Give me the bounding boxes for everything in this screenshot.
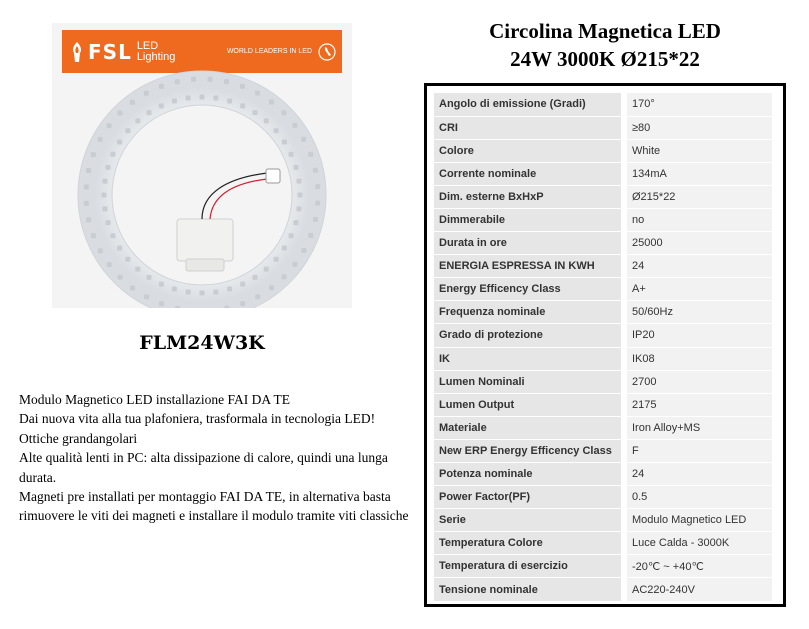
spec-row <box>434 486 772 509</box>
led-chip <box>200 95 205 100</box>
spec-key: Grado di protezione <box>434 324 624 347</box>
led-chip <box>313 217 318 222</box>
spec-value: ≥80 <box>624 116 772 139</box>
led-chip <box>301 137 306 142</box>
led-chip <box>117 246 122 251</box>
led-chip <box>269 100 274 105</box>
led-chip <box>159 103 164 108</box>
spec-key: Temperatura di esercizio <box>434 555 624 578</box>
spec-key: Potenza nominale <box>434 463 624 486</box>
spec-value: IK08 <box>624 347 772 370</box>
led-chip <box>213 290 218 295</box>
product-title-line2: 24W 3000K Ø215*22 <box>510 47 700 71</box>
spec-value: Iron Alloy+MS <box>624 416 772 439</box>
led-chip <box>269 285 274 290</box>
spec-row <box>434 532 772 555</box>
spec-row <box>434 578 772 601</box>
spec-key: Dimmerabile <box>434 208 624 231</box>
product-description <box>19 390 409 526</box>
spec-key: Materiale <box>434 416 624 439</box>
spec-value: 170° <box>624 93 772 116</box>
led-chip <box>224 306 229 308</box>
spec-key: Power Factor(PF) <box>434 486 624 509</box>
spec-row <box>434 370 772 393</box>
led-chip <box>159 84 164 89</box>
led-chip <box>172 287 177 292</box>
led-chip <box>297 179 302 184</box>
led-chip <box>106 220 111 225</box>
product-title-line1: Circolina Magnetica LED <box>489 19 721 43</box>
description-line: Dai nuova vita alla tua plafoniera, trasformala in tecnologia LED! <box>19 411 376 427</box>
led-chip <box>102 193 107 198</box>
spec-key: CRI <box>434 116 624 139</box>
led-chip <box>282 274 287 279</box>
led-chip <box>118 275 123 280</box>
led-chip <box>144 91 149 96</box>
led-chip <box>103 206 108 211</box>
led-chip <box>130 100 135 105</box>
led-chip <box>117 111 122 116</box>
led-chip <box>144 294 149 299</box>
spec-table-body <box>434 93 772 601</box>
led-chip <box>107 123 112 128</box>
spec-row <box>434 116 772 139</box>
spec-value: Modulo Magnetico LED <box>624 509 772 532</box>
description-line: Ottiche grandangolari <box>19 430 138 446</box>
brand-slogan: WORLD LEADERS IN LED <box>226 48 312 55</box>
led-chip <box>281 110 286 115</box>
led-chip <box>107 262 112 267</box>
led-chip <box>298 193 303 198</box>
spec-value: 134mA <box>624 162 772 185</box>
led-chip <box>227 99 232 104</box>
led-chip <box>208 77 213 82</box>
led-chip <box>191 77 196 82</box>
product-image <box>52 23 352 308</box>
led-ring-module <box>52 23 352 308</box>
led-chip <box>240 282 245 287</box>
spec-row <box>434 393 772 416</box>
spec-key: Angolo di emissione (Gradi) <box>434 93 624 116</box>
spec-key: Tensione nominale <box>434 578 624 601</box>
spec-row <box>434 278 772 301</box>
spec-row <box>434 255 772 278</box>
led-chip <box>106 165 111 170</box>
led-chip <box>264 118 269 123</box>
spec-row <box>434 301 772 324</box>
led-chip <box>213 96 218 101</box>
spec-key: Corrente nominale <box>434 162 624 185</box>
led-chip <box>289 152 294 157</box>
spec-row <box>434 416 772 439</box>
spec-key: IK <box>434 347 624 370</box>
spec-key: Lumen Output <box>434 393 624 416</box>
led-chip <box>110 152 115 157</box>
led-chip <box>125 257 130 262</box>
spec-value: 0.5 <box>624 486 772 509</box>
brand-subtitle-line1: LED <box>136 39 159 52</box>
model-code: FLM24W3K <box>139 332 265 354</box>
led-chip <box>308 233 313 238</box>
spec-row <box>434 93 772 116</box>
led-chip <box>86 217 91 222</box>
led-chip <box>98 248 103 253</box>
led-chip <box>282 246 287 251</box>
led-chip <box>135 118 140 123</box>
spec-key: Temperatura Colore <box>434 532 624 555</box>
led-chip <box>200 291 205 296</box>
spec-row <box>434 509 772 532</box>
led-chip <box>147 110 152 115</box>
description-line: Modulo Magnetico LED installazione FAI DA TE <box>19 392 290 407</box>
spec-value: F <box>624 439 772 462</box>
spec-key: Energy Efficency Class <box>434 278 624 301</box>
led-chip <box>240 301 245 306</box>
spec-value: 2700 <box>624 370 772 393</box>
spec-row <box>434 139 772 162</box>
led-chip <box>255 91 260 96</box>
spec-row <box>434 555 772 578</box>
spec-value: no <box>624 208 772 231</box>
led-chip <box>253 110 258 115</box>
spec-value: A+ <box>624 278 772 301</box>
led-chip <box>294 165 299 170</box>
description-line: Magneti pre installati per montaggio FAI DA TE, in alternativa basta rimuovere le viti dei magneti e installare il modulo tramite viti classiche <box>19 489 409 524</box>
led-chip <box>253 275 258 280</box>
spec-row <box>434 463 772 486</box>
brand-name: FSL <box>88 39 132 64</box>
spec-key: Frequenza nominale <box>434 301 624 324</box>
driver-box <box>177 219 233 261</box>
description-line: Alte qualità lenti in PC: alta dissipazione di calore, quindi una lunga durata. <box>19 450 388 485</box>
spec-value: IP20 <box>624 324 772 347</box>
led-chip <box>91 233 96 238</box>
spec-value: 25000 <box>624 232 772 255</box>
spec-row <box>434 185 772 208</box>
led-chip <box>117 140 122 145</box>
brand-subtitle-line2: Lighting <box>136 50 176 63</box>
led-chip <box>274 128 279 133</box>
led-chip <box>175 79 180 84</box>
spec-key: Lumen Nominali <box>434 370 624 393</box>
led-chip <box>186 96 191 101</box>
led-chip <box>130 286 135 291</box>
led-chip <box>147 275 152 280</box>
spec-key: New ERP Energy Efficency Class <box>434 439 624 462</box>
led-chip <box>135 267 140 272</box>
spec-value: 50/60Hz <box>624 301 772 324</box>
led-chip <box>274 257 279 262</box>
led-chip <box>125 128 130 133</box>
connector <box>266 169 280 183</box>
spec-value: 24 <box>624 255 772 278</box>
spec-row <box>434 324 772 347</box>
spec-row <box>434 347 772 370</box>
spec-value: 24 <box>624 463 772 486</box>
led-chip <box>227 287 232 292</box>
led-chip <box>289 233 294 238</box>
led-chip <box>293 262 298 267</box>
led-chip <box>172 99 177 104</box>
spec-key: Colore <box>434 139 624 162</box>
led-chip <box>159 301 164 306</box>
led-chip <box>264 267 269 272</box>
led-chip <box>159 282 164 287</box>
spec-value: White <box>624 139 772 162</box>
product-title <box>420 17 790 73</box>
spec-value: Ø215*22 <box>624 185 772 208</box>
led-chip <box>297 206 302 211</box>
spec-table <box>424 83 786 607</box>
led-chip <box>313 168 318 173</box>
led-chip <box>224 79 229 84</box>
led-chip <box>240 103 245 108</box>
spec-value: Luce Calda - 3000K <box>624 532 772 555</box>
led-chip <box>282 140 287 145</box>
led-chip <box>186 290 191 295</box>
led-chip <box>91 152 96 157</box>
spec-row <box>434 208 772 231</box>
led-chip <box>240 84 245 89</box>
led-chip <box>175 306 180 308</box>
spec-key: Durata in ore <box>434 232 624 255</box>
led-chip <box>294 220 299 225</box>
led-chip <box>86 168 91 173</box>
led-chip <box>103 179 108 184</box>
led-chip <box>308 152 313 157</box>
led-chip <box>315 184 320 189</box>
led-chip <box>110 233 115 238</box>
spec-row <box>434 439 772 462</box>
spec-row <box>434 232 772 255</box>
led-chip <box>255 294 260 299</box>
led-chip <box>84 201 89 206</box>
led-chip <box>98 137 103 142</box>
spec-key: Dim. esterne BxHxP <box>434 185 624 208</box>
led-chip <box>301 248 306 253</box>
spec-key: Serie <box>434 509 624 532</box>
spec-value: 2175 <box>624 393 772 416</box>
spec-value: -20℃ ~ +40℃ <box>624 555 772 578</box>
spec-key: ENERGIA ESPRESSA IN KWH <box>434 255 624 278</box>
spec-row <box>434 162 772 185</box>
led-chip <box>315 201 320 206</box>
led-chip <box>292 123 297 128</box>
spec-value: AC220-240V <box>624 578 772 601</box>
led-chip <box>84 184 89 189</box>
